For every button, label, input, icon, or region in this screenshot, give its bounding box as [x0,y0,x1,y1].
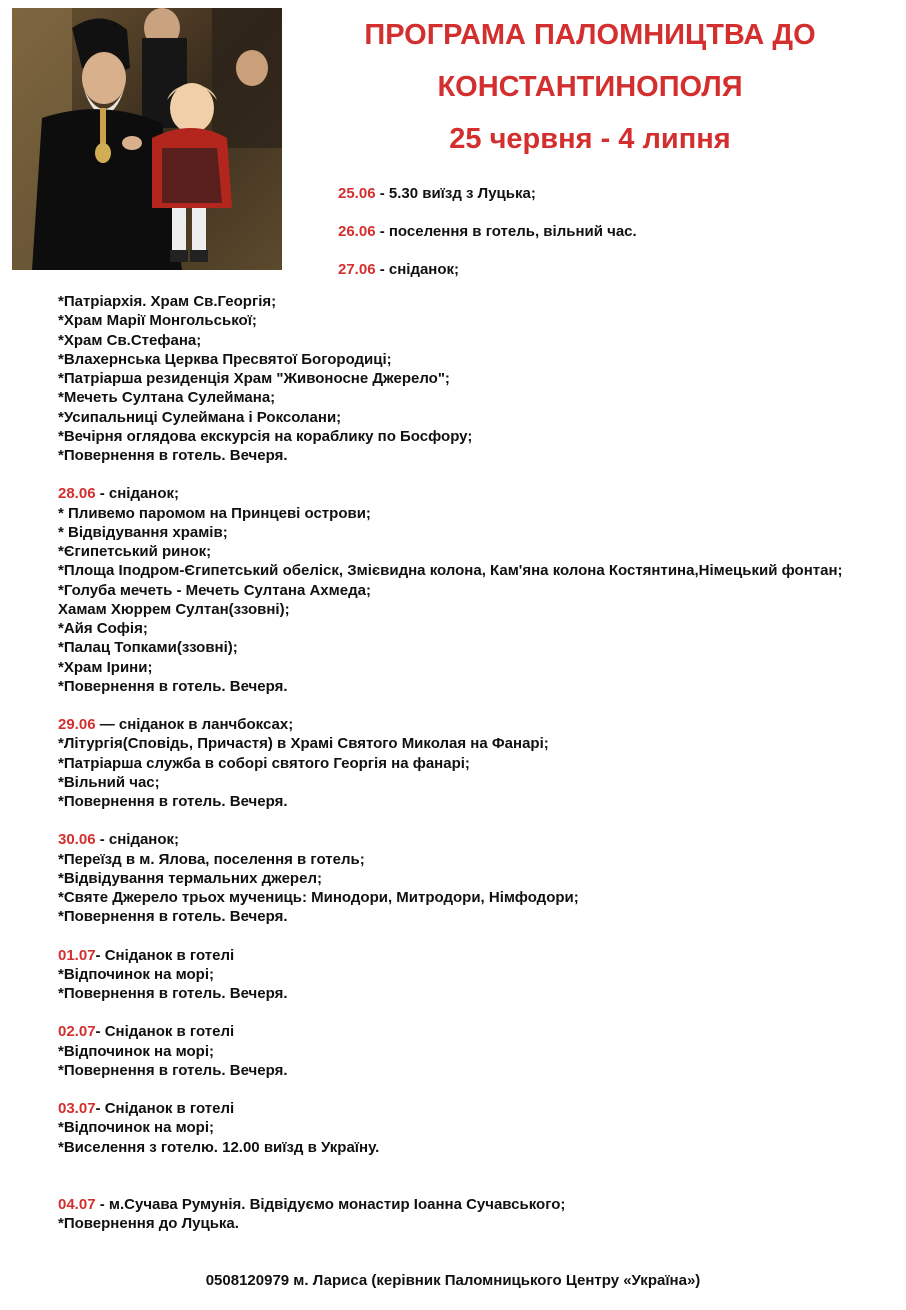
list-item: *Палац Топками(ззовні); [58,639,238,657]
day-heading [58,830,898,849]
list-item: * Пливемо паромом на Принцеві острови; [58,504,371,522]
list-item: *Патріарша служба в соборі святого Георгія на фанарі; [58,754,470,772]
program-title-line2: КОНСТАНТИНОПОЛЯ [437,71,743,103]
day-block-02-07 [58,1022,898,1080]
day-summary: - поселення в готель, вільний час. [375,223,637,240]
contact-footer: 0508120979 м. Лариса (керівник Паломницького Центру «Україна») [205,1272,701,1289]
intro-line-1 [338,184,536,203]
day-block-27-06 [58,292,898,465]
day-block-28-06 [58,484,898,696]
list-item: *Повернення до Луцька. [58,1215,239,1232]
day-date: 27.06 [338,261,376,278]
list-item: *Відпочинок на морі; [58,965,214,983]
day-summary: - сніданок; [95,831,180,849]
day-summary: - 5.30 виїзд з Луцька; [375,185,536,202]
program-title-line1: ПРОГРАМА ПАЛОМНИЦТВА ДО [364,19,816,51]
day-date: 26.06 [338,223,376,240]
list-item: *Єгипетський ринок; [58,543,212,560]
day-heading [58,715,898,734]
day-date: 29.06 [58,716,96,733]
list-item: *Повернення в готель. Вечеря. [58,1061,288,1079]
day-date: 25.06 [338,185,376,202]
day-heading [58,1022,898,1041]
day-heading [58,946,898,965]
intro-line-3 [338,260,459,279]
day-summary: - Сніданок в готелі [95,1100,235,1117]
day-date: 01.07 [58,946,96,964]
list-item: *Відпочинок на морі; [58,1119,214,1137]
day-summary: - м.Сучава Румунія. Відвідуємо монастир Іоанна Сучавського; [95,1195,566,1213]
list-item: *Повернення в готель. Вечеря. [58,985,288,1002]
list-item: *Патріархія. Храм Св.Георгія; [58,293,277,310]
day-summary: — сніданок в ланчбоксах; [95,716,294,733]
list-item: *Вечірня оглядова екскурсія на кораблику по Босфору; [58,427,473,445]
list-item: *Літургія(Сповідь, Причастя) в Храмі Святого Миколая на Фанарі; [58,735,549,753]
list-item: * Відвідування храмів; [58,523,228,541]
list-item: *Храм Св.Стефана; [58,331,202,349]
list-item: Хамам Хюррем Султан(ззовні); [58,600,290,618]
list-item: *Айя Софія; [58,620,148,637]
day-heading [58,1195,898,1214]
list-item: *Виселення з готелю. 12.00 виїзд в Україну. [58,1138,380,1156]
list-item: *Патріарша резиденція Храм "Живоносне Джерело"; [58,370,450,387]
day-heading [58,1099,898,1118]
list-item: *Храм Ірини; [58,658,153,676]
list-item: *Повернення в готель. Вечеря. [58,908,288,926]
intro-line-2 [338,222,637,241]
list-item: *Храм Марії Монгольської; [58,312,257,330]
list-item: *Усипальниці Сулеймана і Роксолани; [58,408,342,426]
list-item: *Влахернська Церква Пресвятої Богородиці; [58,350,392,368]
day-date: 30.06 [58,831,96,849]
schedule-body [58,292,898,1252]
day-summary: - сніданок; [375,261,460,278]
day-block-04-07 [58,1195,898,1234]
day-heading [58,484,898,503]
day-summary: - Сніданок в готелі [95,1023,235,1041]
day-date: 03.07 [58,1100,96,1117]
program-dates: 25 червня - 4 липня [449,123,731,155]
day-block-29-06 [58,715,898,811]
day-block-03-07 [58,1099,898,1157]
day-summary: - Сніданок в готелі [95,946,235,964]
list-item: *Мечеть Султана Сулеймана; [58,389,276,407]
day-block-01-07 [58,946,898,1004]
list-item: *Голуба мечеть - Мечеть Султана Ахмеда; [58,581,371,599]
day-date: 02.07 [58,1023,96,1041]
day-block-30-06 [58,830,898,926]
list-item: *Вільний час; [58,773,160,791]
list-item: *Площа Іподром-Єгипетський обеліск, Змієвидна колона, Кам'яна колона Костянтина,Німецький фонтан; [58,562,843,580]
list-item: *Переїзд в м. Ялова, поселення в готель; [58,850,365,868]
list-item: *Святе Джерело трьох мучениць: Минодори, Митродори, Німфодори; [58,889,579,906]
list-item: *Відвідування термальних джерел; [58,869,322,887]
photo-illustration [12,8,282,270]
day-date: 28.06 [58,485,96,503]
list-item: *Відпочинок на морі; [58,1042,214,1060]
list-item: *Повернення в готель. Вечеря. [58,793,288,810]
day-date: 04.07 [58,1195,96,1213]
day-summary: - сніданок; [95,485,180,503]
list-item: *Повернення в готель. Вечеря. [58,447,288,464]
list-item: *Повернення в готель. Вечеря. [58,677,288,695]
patriarch-with-child-photo [12,8,282,270]
